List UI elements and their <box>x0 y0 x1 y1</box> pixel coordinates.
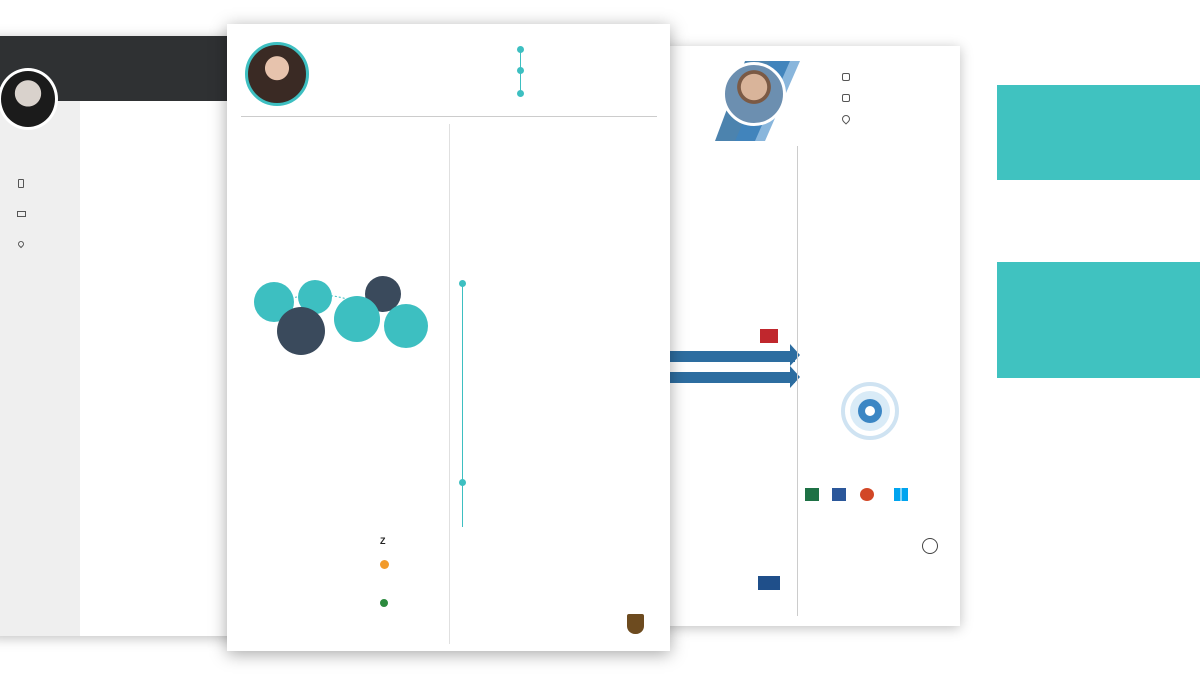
right-exp-band-2 <box>660 372 795 383</box>
liveagent-icon <box>380 560 389 569</box>
windows-icon <box>894 488 908 501</box>
banner-block-1 <box>997 85 1200 180</box>
email-icon <box>517 67 524 74</box>
bhaarati-avatar <box>245 42 309 106</box>
phone-icon <box>842 73 850 81</box>
timeline-dot-1 <box>459 280 466 287</box>
banner-block-2 <box>997 194 1200 254</box>
tech-skills-chart <box>245 524 375 651</box>
right-divider <box>797 146 798 616</box>
freshdesk-icon <box>380 599 388 607</box>
circle-teamwork-2 <box>384 304 428 348</box>
phone-icon <box>517 46 524 53</box>
exp-timeline <box>462 282 463 527</box>
wells-fargo-logo <box>760 329 778 343</box>
excel-icon <box>805 488 819 501</box>
circle-adaptability <box>277 307 325 355</box>
location-icon <box>840 113 851 124</box>
column-divider <box>449 124 450 644</box>
timeline-dot-2 <box>459 479 466 486</box>
college <box>467 628 471 637</box>
word-icon <box>832 488 846 501</box>
resume-right <box>660 46 960 626</box>
tech-radial-graphic <box>840 381 900 441</box>
right-avatar <box>722 62 786 126</box>
chevron-decoration <box>790 344 800 388</box>
seal-icon <box>922 538 938 554</box>
elina-avatar <box>0 68 58 130</box>
resume-elina <box>0 36 245 636</box>
job1-company <box>467 292 471 301</box>
zendesk-logo: Z <box>380 536 386 546</box>
email-icon <box>842 94 850 102</box>
banner-block-3 <box>997 262 1200 378</box>
email-icon <box>17 211 26 217</box>
circle-leadership <box>334 296 380 342</box>
header-divider <box>241 116 657 117</box>
resume-bhaarati <box>227 24 670 651</box>
right-exp-band-1 <box>660 351 795 362</box>
job2-company <box>467 492 471 501</box>
elina-sidebar <box>0 101 80 636</box>
university-logo <box>758 576 780 590</box>
phone-icon <box>18 179 24 188</box>
college-crest-icon <box>627 614 644 634</box>
location-icon <box>517 90 524 97</box>
powerpoint-icon <box>860 488 874 501</box>
